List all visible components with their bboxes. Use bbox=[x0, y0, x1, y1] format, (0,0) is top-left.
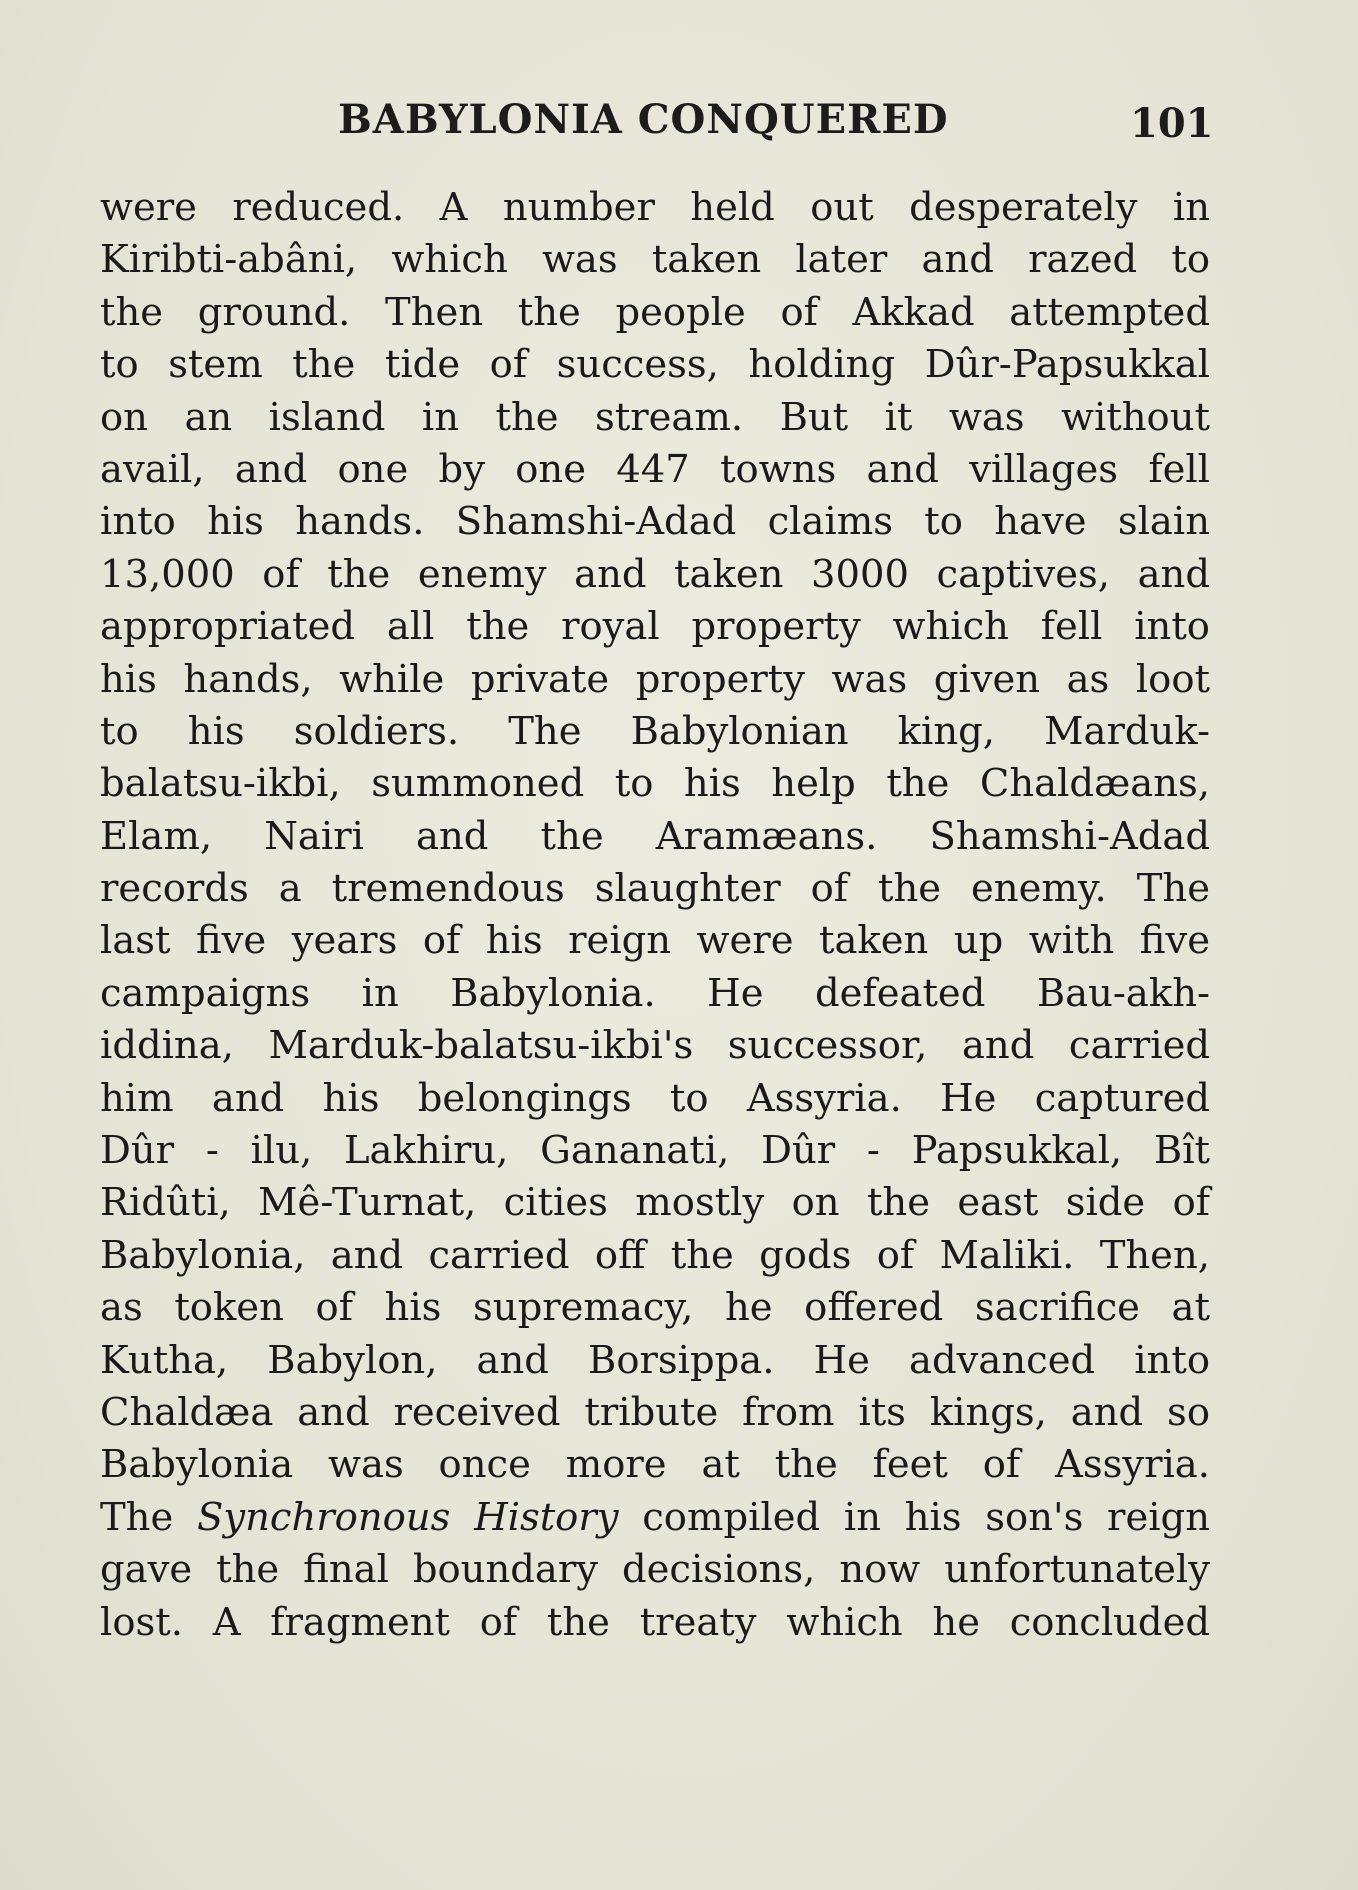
text-line: as token of his supremacy, he offered sacrifice at bbox=[100, 1285, 1210, 1331]
text-line: Elam, Nairi and the Aramæans. Shamshi-Adad bbox=[100, 813, 1210, 859]
text-line: Kiribti-abâni, which was taken later and razed to bbox=[100, 237, 1210, 283]
text-line: him and his belongings to Assyria. He captured bbox=[100, 1075, 1210, 1121]
text-line: campaigns in Babylonia. He defeated Bau-akh- bbox=[100, 970, 1210, 1016]
body-text bbox=[100, 182, 1210, 1649]
text-line: last five years of his reign were taken up with five bbox=[100, 918, 1210, 964]
text-line: were reduced. A number held out desperately in bbox=[100, 185, 1210, 230]
text-line: his hands, while private property was given as loot bbox=[100, 656, 1210, 702]
text-line: to stem the tide of success, holding Dûr-Papsukkal bbox=[100, 342, 1210, 388]
text-line: to his soldiers. The Babylonian king, Marduk- bbox=[100, 708, 1210, 754]
running-head bbox=[0, 96, 1358, 156]
text-line: gave the final boundary decisions, now unfortunately bbox=[100, 1547, 1210, 1593]
text-line-with-italic bbox=[100, 1492, 1210, 1544]
text-run: The bbox=[100, 1494, 197, 1540]
text-line: on an island in the stream. But it was without bbox=[100, 394, 1210, 440]
italic-title: Synchronous History bbox=[196, 1494, 619, 1540]
text-line: 13,000 of the enemy and taken 3000 captives, and bbox=[100, 551, 1210, 597]
text-line: avail, and one by one 447 towns and villages fell bbox=[100, 446, 1210, 492]
text-line: balatsu-ikbi, summoned to his help the Chaldæans, bbox=[100, 761, 1210, 807]
page-number: 101 bbox=[1130, 100, 1214, 147]
text-line: Ridûti, Mê-Turnat, cities mostly on the east side of bbox=[100, 1180, 1210, 1226]
text-line: lost. A fragment of the treaty which he concluded bbox=[100, 1599, 1210, 1645]
text-line: iddina, Marduk-balatsu-ikbi's successor, and carried bbox=[100, 1023, 1210, 1069]
text-line: into his hands. Shamshi-Adad claims to have slain bbox=[100, 499, 1210, 545]
text-line: Kutha, Babylon, and Borsippa. He advanced into bbox=[100, 1337, 1210, 1383]
text-line: Dûr - ilu, Lakhiru, Gananati, Dûr - Papsukkal, Bît bbox=[100, 1128, 1210, 1174]
text-line: Babylonia, and carried off the gods of Maliki. Then, bbox=[100, 1232, 1210, 1278]
text-run: compiled in his son's reign bbox=[618, 1494, 1210, 1540]
running-title: BABYLONIA CONQUERED bbox=[338, 96, 949, 143]
text-line: appropriated all the royal property which fell into bbox=[100, 604, 1210, 650]
text-line: records a tremendous slaughter of the enemy. The bbox=[100, 866, 1210, 912]
text-line: Babylonia was once more at the feet of Assyria. bbox=[100, 1442, 1210, 1488]
text-line: Chaldæa and received tribute from its kings, and so bbox=[100, 1389, 1210, 1435]
text-line: the ground. Then the people of Akkad attempted bbox=[100, 289, 1210, 335]
